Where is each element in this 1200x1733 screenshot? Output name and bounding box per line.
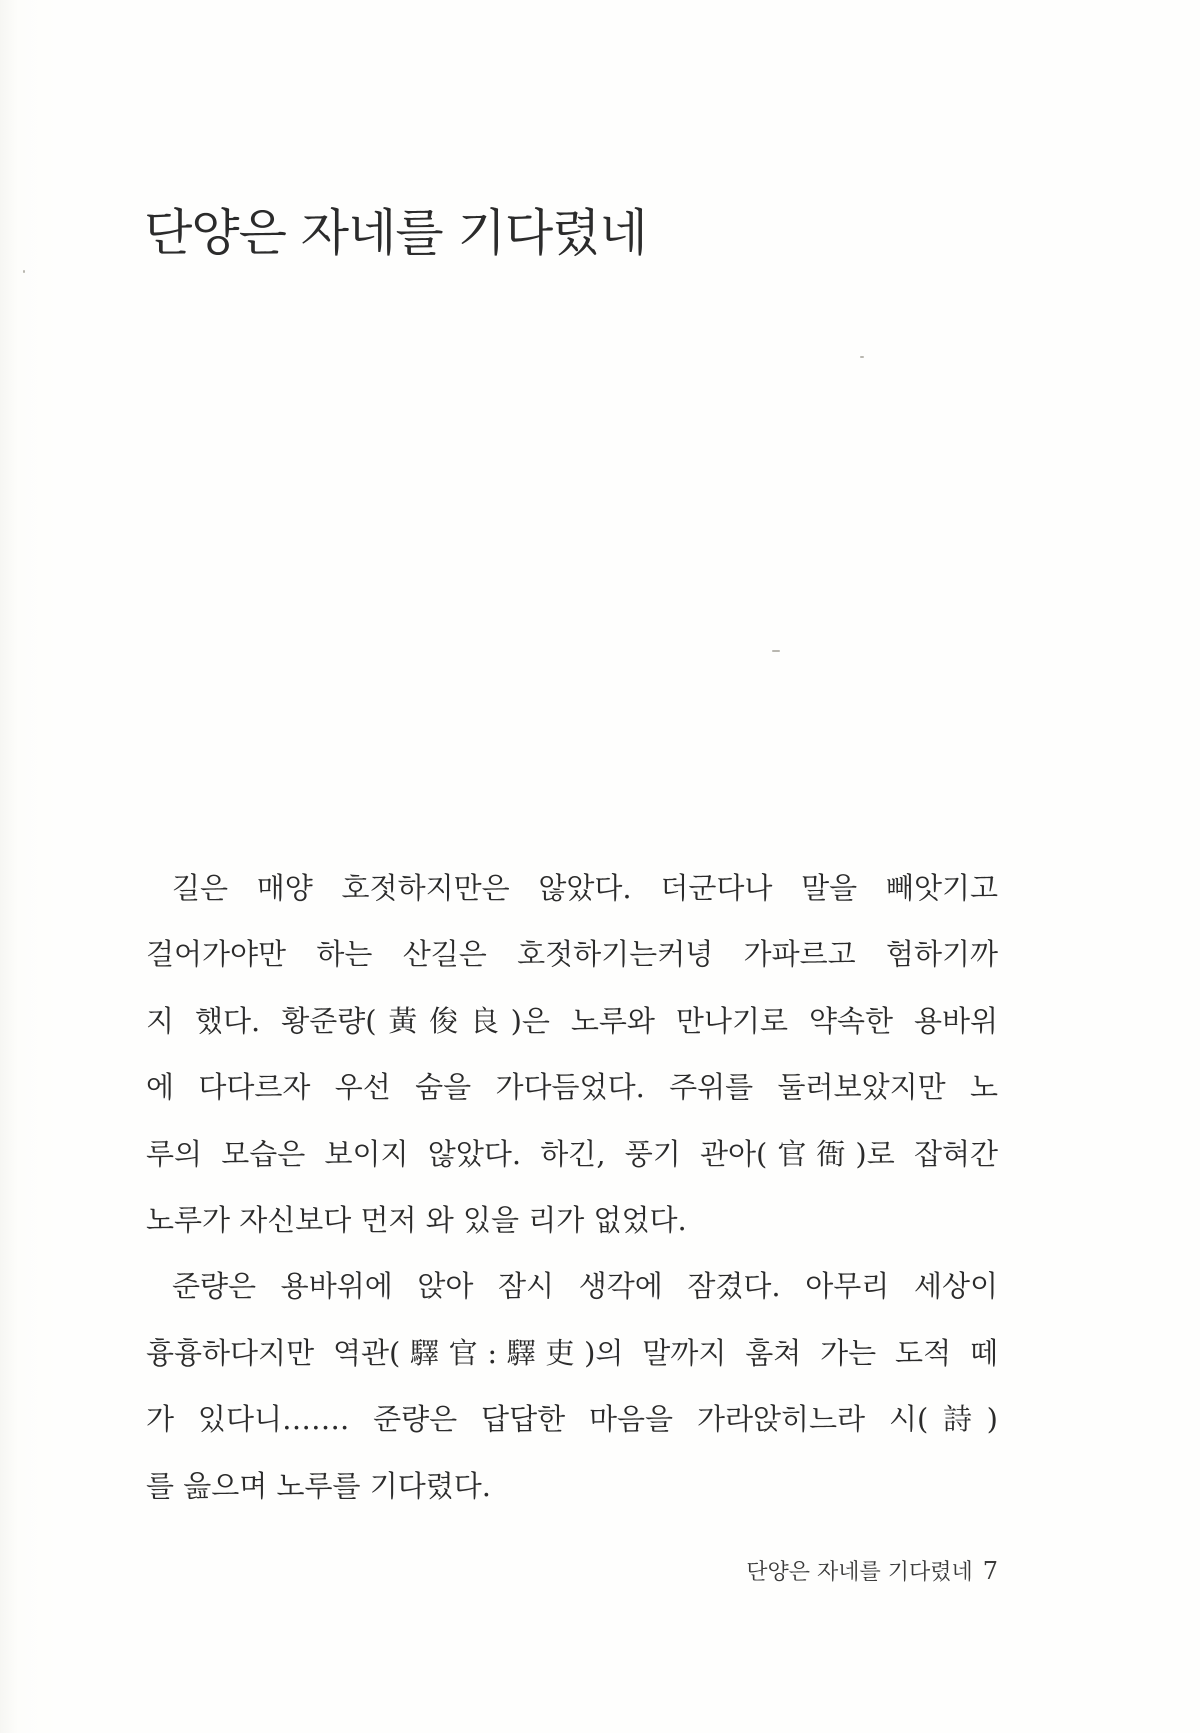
scan-speck bbox=[860, 356, 864, 358]
body-text bbox=[146, 855, 998, 1519]
text-line: 길은 매양 호젓하지만은 않았다. 더군다나 말을 빼앗기고 bbox=[172, 871, 998, 905]
text-line: 걸어가야만 하는 산길은 호젓하기는커녕 가파르고 험하기까 bbox=[146, 937, 998, 972]
text-line: 가 있다니……. 준량은 답답한 마음을 가라앉히느라 시(詩) bbox=[146, 1402, 998, 1437]
text-line: 노루가 자신보다 먼저 와 있을 리가 없었다. bbox=[146, 1202, 687, 1237]
page-number: 7 bbox=[982, 1557, 998, 1585]
scan-speck bbox=[772, 650, 780, 652]
scan-speck bbox=[23, 270, 25, 273]
running-title: 단양은 자네를 기다렸네 bbox=[746, 1560, 973, 1585]
chapter-title: 단양은 자네를 기다렸네 bbox=[144, 204, 647, 262]
running-footer bbox=[746, 1555, 998, 1586]
text-line: 에 다다르자 우선 숨을 가다듬었다. 주위를 둘러보았지만 노 bbox=[146, 1070, 998, 1105]
text-line: 를 읊으며 노루를 기다렸다. bbox=[146, 1468, 492, 1503]
text-line: 루의 모습은 보이지 않았다. 하긴, 풍기 관아(官衙)로 잡혀간 bbox=[146, 1136, 998, 1171]
paragraph bbox=[146, 1253, 998, 1519]
text-line: 지 했다. 황준량(黃俊良)은 노루와 만나기로 약속한 용바위 bbox=[146, 1003, 998, 1038]
text-line: 준량은 용바위에 앉아 잠시 생각에 잠겼다. 아무리 세상이 bbox=[172, 1269, 998, 1304]
text-line: 흉흉하다지만 역관(驛官:驛吏)의 말까지 훔쳐 가는 도적 떼 bbox=[146, 1335, 998, 1370]
paragraph bbox=[146, 855, 998, 1253]
